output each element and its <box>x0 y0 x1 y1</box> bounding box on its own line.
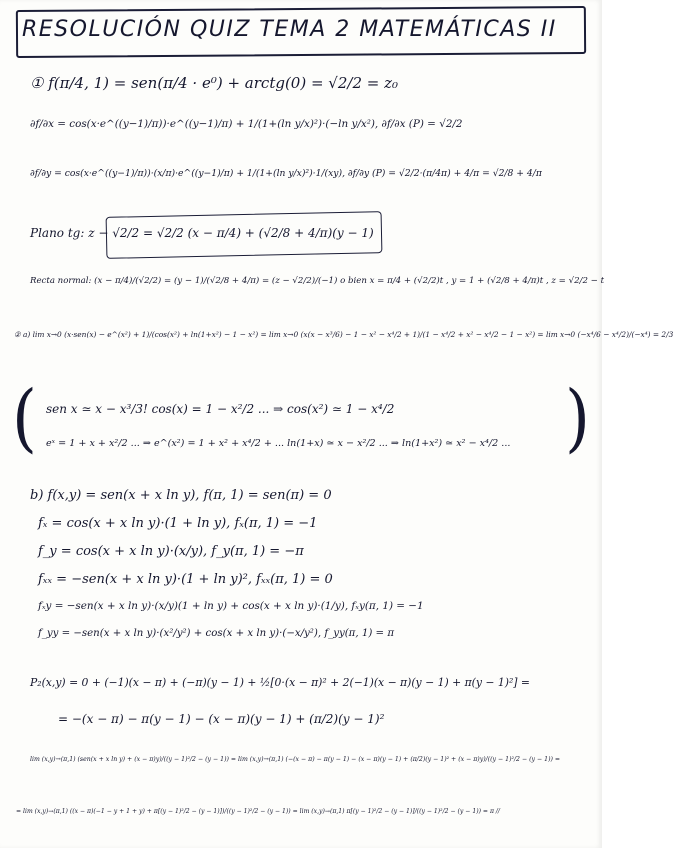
taylor-poly: P₂(x,y) = 0 + (−1)(x − π) + (−π)(y − 1) + ½[0·(x − π)² + 2(−1)(x − π)(y − 1) + π(y − 1)²] = <box>30 676 530 689</box>
right-paren: ) <box>565 376 590 462</box>
taylor-poly-expanded: = −(x − π) − π(y − 1) − (x − π)(y − 1) + (π/2)(y − 1)² <box>58 712 385 726</box>
tangent-plane: Plano tg: z − √2/2 = √2/2 (x − π/4) + (√2/8 + 4/π)(y − 1) <box>30 226 374 240</box>
page-title: RESOLUCIÓN QUIZ TEMA 2 MATEMÁTICAS II <box>22 17 557 42</box>
fxx-line: fₓₓ = −sen(x + x ln y)·(1 + ln y)², fₓₓ(π, 1) = 0 <box>38 572 333 587</box>
ex2a-limit: ② a) lim x→0 (x·sen(x) − e^(x²) + 1)/(cos(x²) + ln(1+x²) − 1 − x²) = lim x→0 (x(x − x³/6) − 1 − x² − x⁴/2 + 1)/(1 − x⁴/2 + x² − x⁴/2 − 1 − x²) = lim x→0 (−x⁴/6 − x⁴/2)/(−x⁴) = 2/3 <box>14 330 673 339</box>
ex1-value-line: ① f(π/4, 1) = sen(π/4 · e⁰) + arctg(0) = √2/2 = z₀ <box>30 74 399 92</box>
final-limit: lim (x,y)→(π,1) (sen(x + x ln y) + (x − π)y)/((y − 1)²/2 − (y − 1)) = lim (x,y)→(π,1) (−(x − π) − π(y − 1) − (x − π)(y − 1) + (π/2)(y − 1)² + (x − π)y)/((y − 1)²/2 − (y − 1)) = <box>30 756 561 763</box>
taylor-exp-ln: eˣ = 1 + x + x²/2 ... ⇒ e^(x²) = 1 + x² + x⁴/2 + ... ln(1+x) ≃ x − x²/2 ... ⇒ ln(1+x²) ≃ x² − x⁴/2 ... <box>46 438 511 449</box>
normal-line: Recta normal: (x − π/4)/(√2/2) = (y − 1)/(√2/8 + 4/π) = (z − √2/2)/(−1) o bien x = π/4 + (√2/2)t , y = 1 + (√2/8 + 4/π)t , z = √2/2 − t <box>30 276 605 286</box>
ex2b-function: b) f(x,y) = sen(x + x ln y), f(π, 1) = sen(π) = 0 <box>30 488 332 503</box>
fy-line: f_y = cos(x + x ln y)·(x/y), f_y(π, 1) = −π <box>38 544 304 559</box>
left-paren: ( <box>12 376 37 462</box>
fxy-line: fₓy = −sen(x + x ln y)·(x/y)(1 + ln y) + cos(x + x ln y)·(1/y), fₓy(π, 1) = −1 <box>38 600 424 612</box>
final-limit-result: = lim (x,y)→(π,1) ((x − π)(−1 − y + 1 + y) + π[(y − 1)²/2 − (y − 1)])/((y − 1)²/2 − (y − 1)) = lim (x,y)→(π,1) π[(y − 1)²/2 − (y − 1)]/((y − 1)²/2 − (y − 1)) = π // <box>16 808 500 815</box>
fx-line: fₓ = cos(x + x ln y)·(1 + ln y), fₓ(π, 1) = −1 <box>38 516 318 531</box>
ex1-partial-y: ∂f/∂y = cos(x·e^((y−1)/π))·(x/π)·e^((y−1)/π) + 1/(1+(ln y/x)²)·1/(xy), ∂f/∂y (P) = √2/2·(π/4π) + 4/π = √2/8 + 4/π <box>30 168 542 179</box>
ex1-partial-x: ∂f/∂x = cos(x·e^((y−1)/π))·e^((y−1)/π) + 1/(1+(ln y/x)²)·(−ln y/x²), ∂f/∂x (P) = √2/2 <box>30 118 463 130</box>
fyy-line: f_yy = −sen(x + x ln y)·(x²/y²) + cos(x + x ln y)·(−x/y²), f_yy(π, 1) = π <box>38 628 395 639</box>
taylor-sin-cos: sen x ≃ x − x³/3! cos(x) = 1 − x²/2 ... ⇒ cos(x²) ≃ 1 − x⁴/2 <box>46 402 395 416</box>
